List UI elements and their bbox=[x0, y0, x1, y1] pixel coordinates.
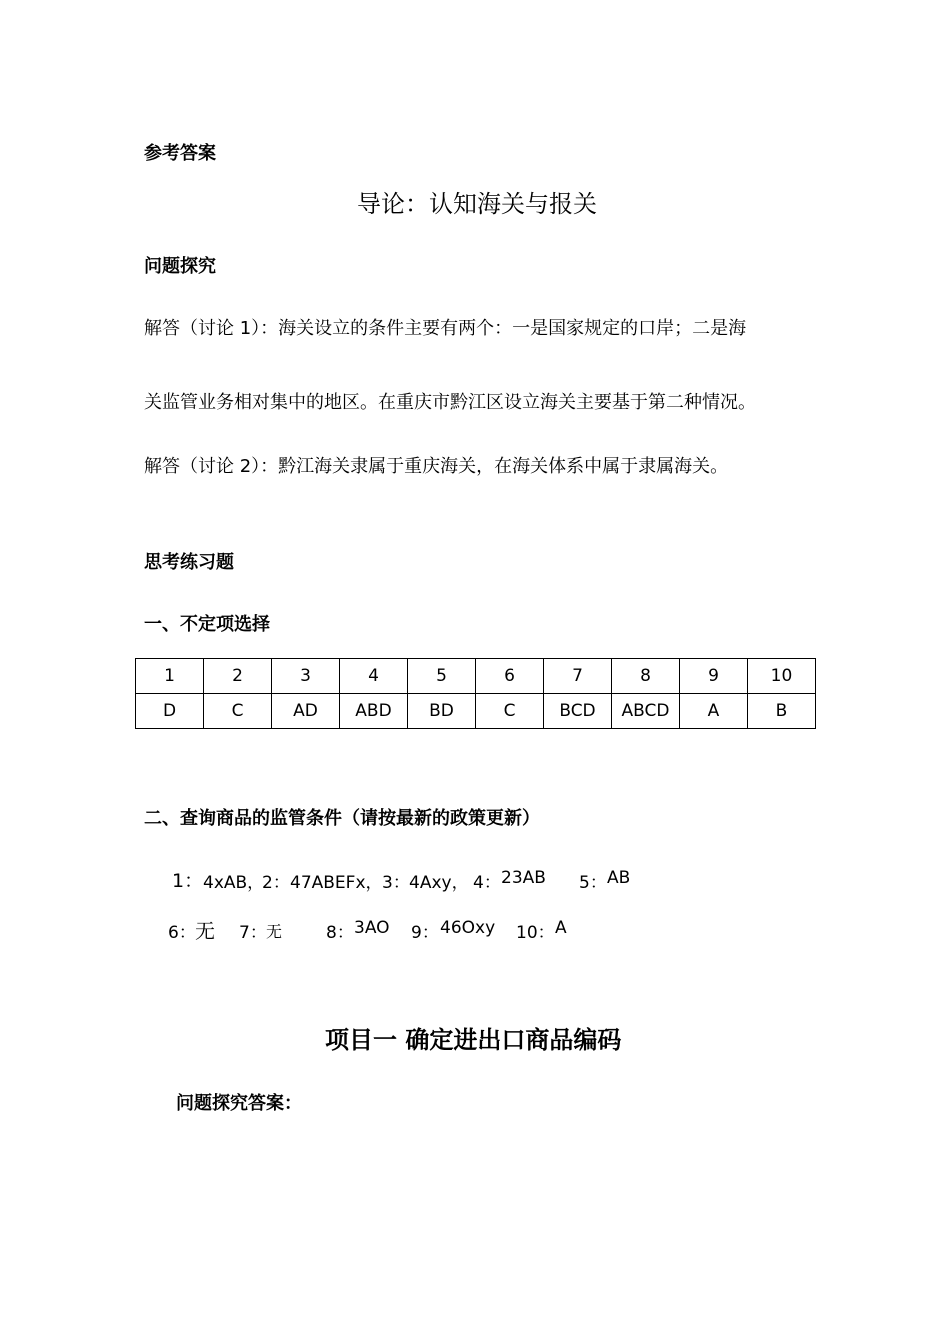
table-cell: AD bbox=[272, 694, 340, 729]
project-title: 项目一 确定进出口商品编码 bbox=[325, 1026, 622, 1054]
inquiry-heading: 问题探究 bbox=[144, 256, 216, 277]
table-cell: 6 bbox=[476, 659, 544, 694]
code-value: 46Oxy bbox=[440, 918, 496, 938]
table-cell: 4 bbox=[340, 659, 408, 694]
discussion1-line1: 解答（讨论 1）：海关设立的条件主要有两个：一是国家规定的口岸；二是海 bbox=[144, 318, 747, 339]
project-inquiry-heading: 问题探究答案： bbox=[176, 1093, 302, 1114]
table-cell: C bbox=[476, 694, 544, 729]
answer-table bbox=[135, 658, 816, 729]
section-header: 参考答案 bbox=[144, 143, 216, 164]
code-label: 10： bbox=[516, 923, 555, 943]
table-cell: 2 bbox=[204, 659, 272, 694]
code-value: 4Axy， bbox=[409, 873, 469, 893]
exercises-heading: 思考练习题 bbox=[144, 552, 234, 573]
code-value: 23AB bbox=[501, 868, 546, 888]
code-label: 9： bbox=[411, 923, 439, 943]
table-cell: ABD bbox=[340, 694, 408, 729]
table-cell: ABCD bbox=[612, 694, 680, 729]
table-cell: 7 bbox=[544, 659, 612, 694]
code-label: 3： bbox=[382, 873, 410, 893]
code-value: AB bbox=[607, 868, 631, 888]
discussion2-text: 解答（讨论 2）：黔江海关隶属于重庆海关，在海关体系中属于隶属海关。 bbox=[144, 456, 729, 477]
table-cell: 10 bbox=[748, 659, 816, 694]
table-cell: 5 bbox=[408, 659, 476, 694]
code-value: 无 bbox=[266, 922, 283, 941]
code-label: 6： bbox=[168, 923, 196, 943]
choice-heading: 一、不定项选择 bbox=[144, 614, 270, 635]
code-label: 8： bbox=[326, 923, 354, 943]
code-value: 无 bbox=[195, 919, 215, 943]
code-label: 5： bbox=[579, 873, 607, 893]
code-label: 7： bbox=[239, 923, 267, 943]
table-cell: A bbox=[680, 694, 748, 729]
table-cell: 9 bbox=[680, 659, 748, 694]
code-label: 4： bbox=[473, 873, 501, 893]
code-value: A bbox=[555, 918, 567, 938]
table-cell: 1 bbox=[136, 659, 204, 694]
table-cell: D bbox=[136, 694, 204, 729]
table-cell: BCD bbox=[544, 694, 612, 729]
table-cell: BD bbox=[408, 694, 476, 729]
code-value: 3AO bbox=[354, 918, 390, 938]
table-cell: B bbox=[748, 694, 816, 729]
table-cell: C bbox=[204, 694, 272, 729]
query-heading: 二、查询商品的监管条件（请按最新的政策更新） bbox=[144, 808, 540, 829]
table-cell: 8 bbox=[612, 659, 680, 694]
code-label: 2： bbox=[262, 873, 290, 893]
code-value: 47ABEFx， bbox=[290, 873, 383, 893]
code-label: 1： bbox=[172, 870, 204, 892]
discussion1-line2: 关监管业务相对集中的地区。在重庆市黔江区设立海关主要基于第二种情况。 bbox=[144, 392, 756, 413]
table-cell: 3 bbox=[272, 659, 340, 694]
table-row-answers bbox=[136, 694, 816, 729]
table-row-numbers bbox=[136, 659, 816, 694]
code-value: 4xAB， bbox=[203, 873, 265, 893]
intro-title: 导论：认知海关与报关 bbox=[357, 190, 597, 218]
